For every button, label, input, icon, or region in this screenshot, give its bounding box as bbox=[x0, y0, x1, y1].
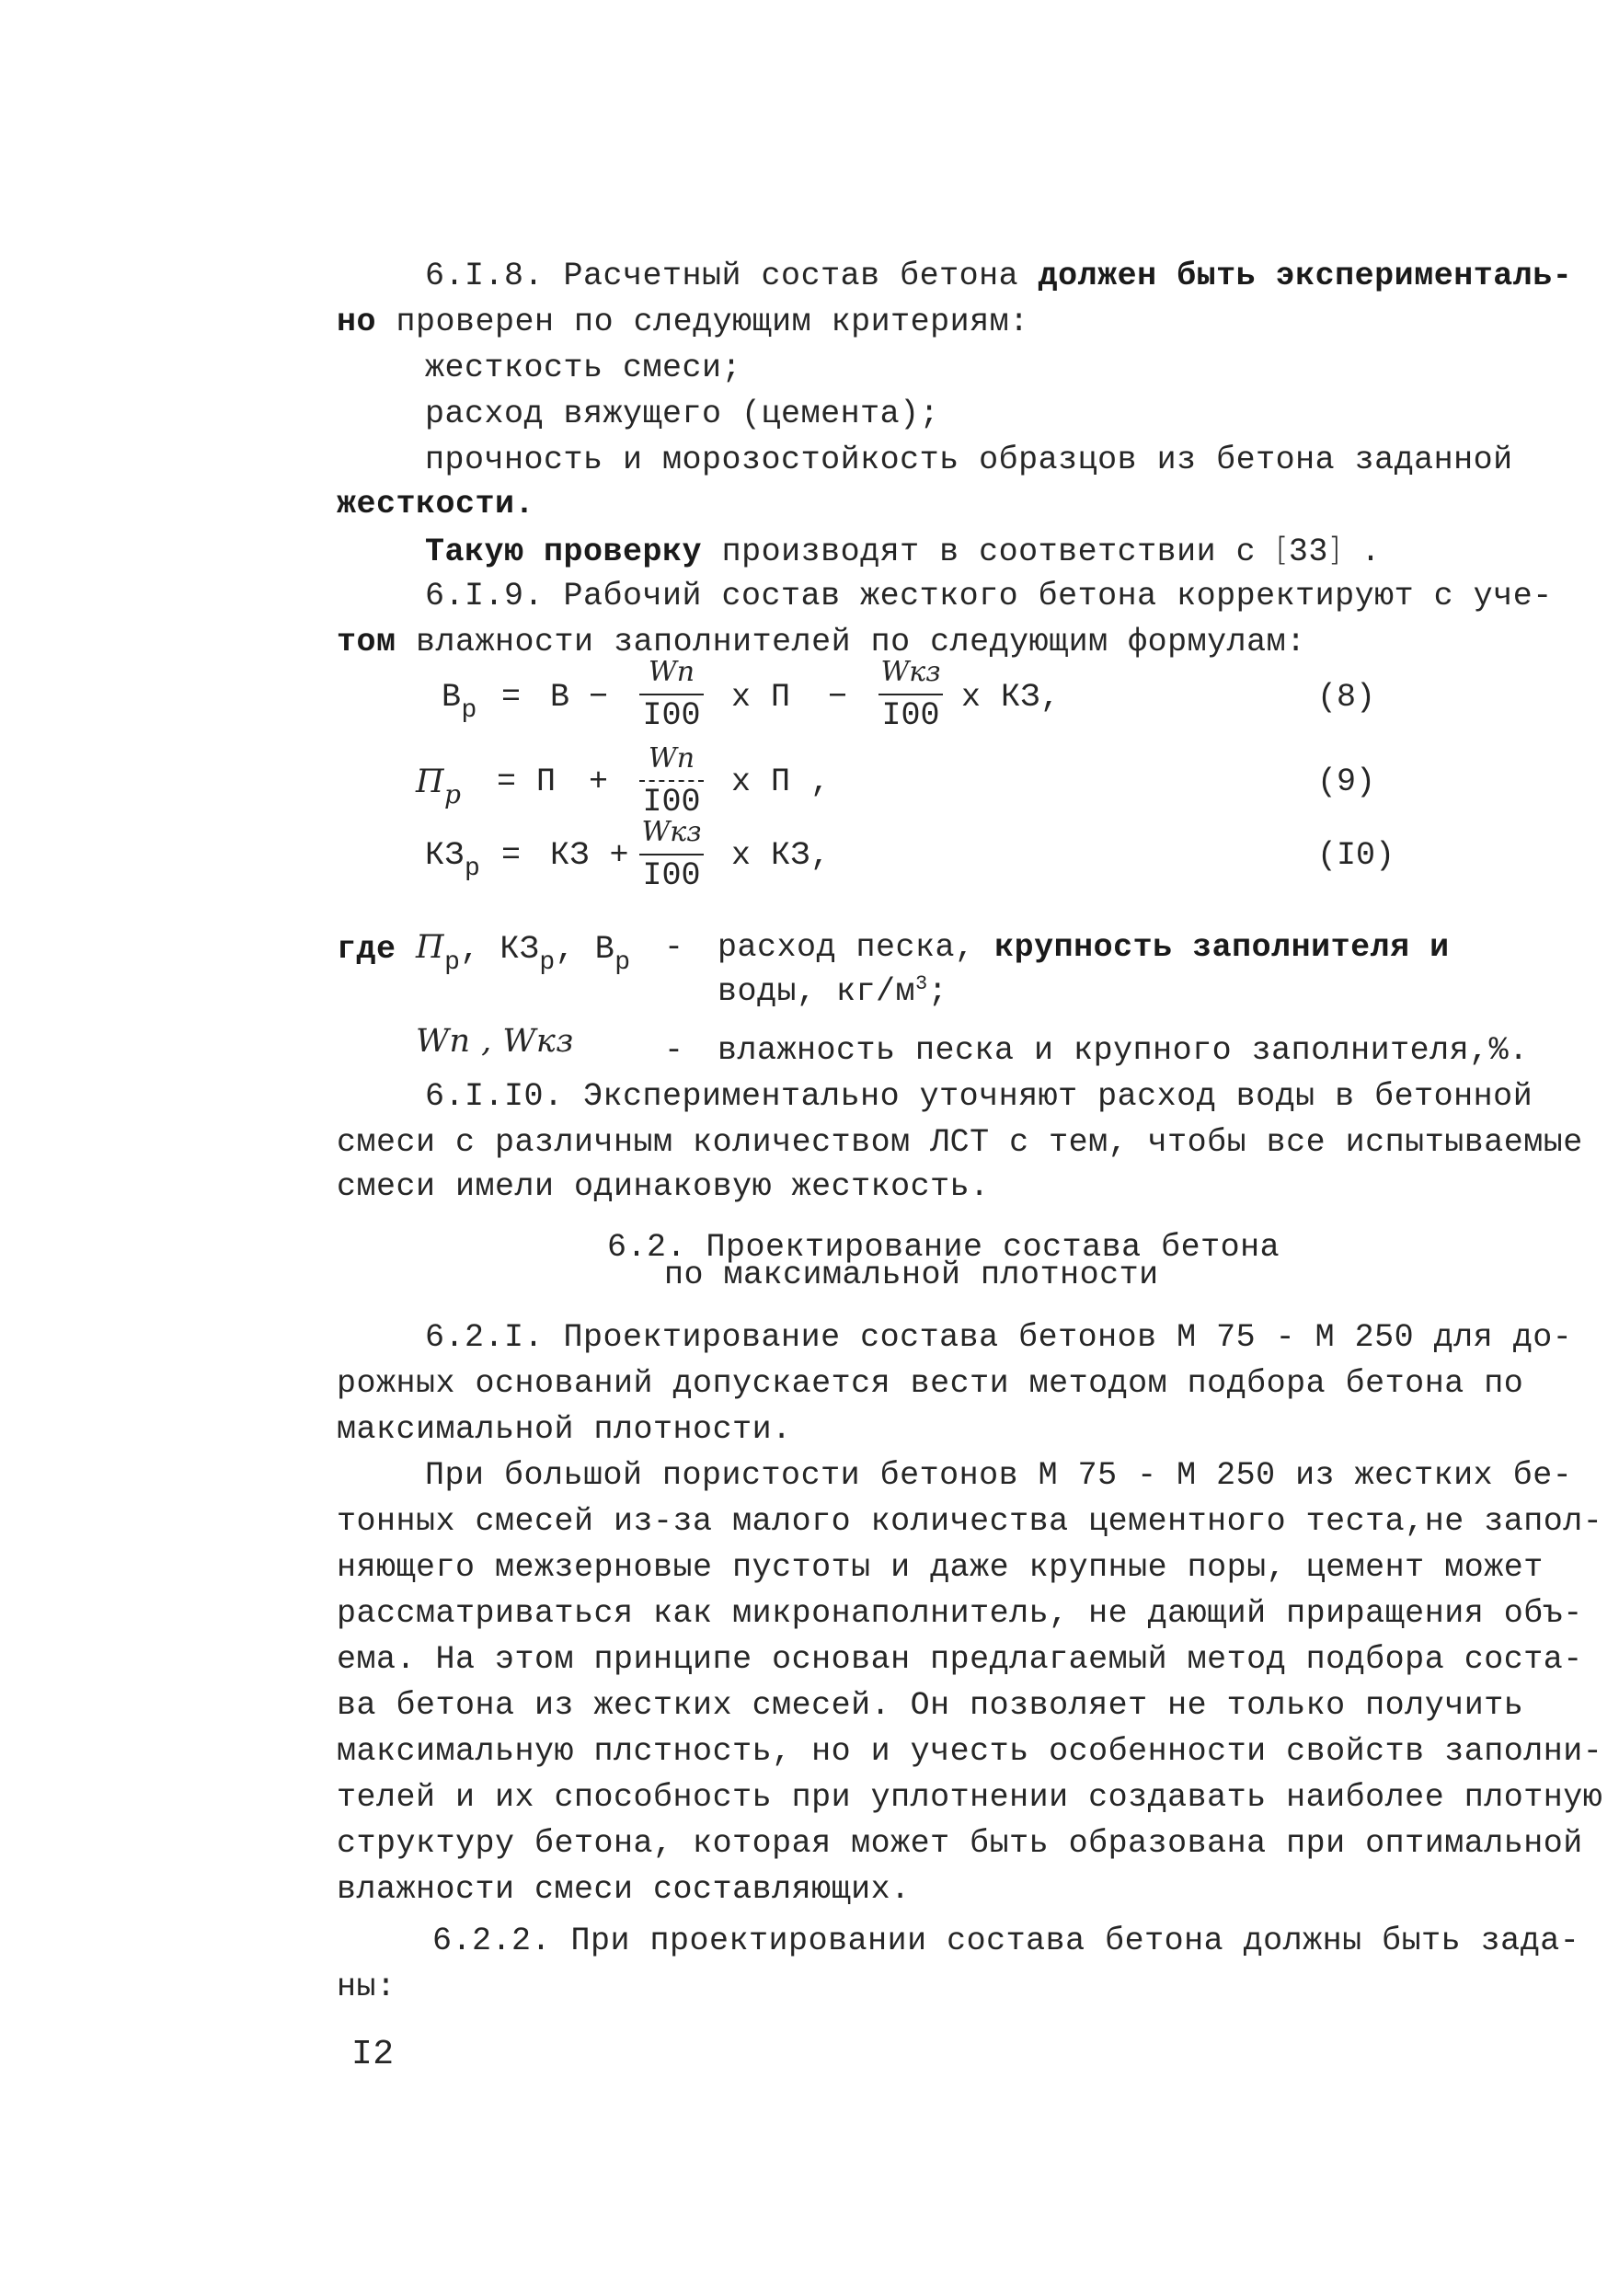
paragraph-porosity-line1: При большой пористости бетонов М 75 - М 250 из жестких бе- bbox=[425, 1457, 1573, 1494]
numerator: Wкз bbox=[641, 816, 702, 848]
criterion-1: жесткость смеси; bbox=[425, 350, 742, 386]
period: . bbox=[1361, 534, 1382, 570]
reference-bracket-open: [ bbox=[1275, 532, 1289, 568]
paragraph-6-2-2-line1: 6.2.2. При проектировании состава бетона должны быть зада- bbox=[432, 1923, 1580, 1959]
paragraph-6-1-9-line2 bbox=[337, 624, 1306, 660]
formula-9-number: (9) bbox=[1317, 763, 1376, 800]
subscript: р bbox=[539, 948, 556, 977]
formula-8-minus-2: − bbox=[828, 679, 848, 716]
text-run: 6.I.8. Расчетный состав бетона bbox=[425, 258, 1019, 294]
paragraph-porosity-line4: рассматриваться как микронаполнитель, не дающий приращения объ- bbox=[337, 1595, 1583, 1632]
symbol: П bbox=[416, 763, 445, 800]
symbol: В bbox=[442, 679, 462, 716]
text-run: проверен по следующим критериям: bbox=[396, 304, 1029, 340]
paragraph-6-1-8-line1 bbox=[425, 258, 1572, 294]
formula-9-mul: х П , bbox=[731, 763, 831, 800]
paragraph-6-1-10-line2: смеси с различным количеством ЛСТ с тем, чтобы все испытываемые bbox=[337, 1124, 1583, 1161]
reference-number: 33 bbox=[1288, 534, 1328, 570]
formula-8-number: (8) bbox=[1317, 679, 1376, 716]
text-run: воды, кг/м bbox=[718, 973, 916, 1010]
numerator: Wп bbox=[648, 742, 695, 775]
subscript: р bbox=[444, 779, 462, 809]
formula-8-mul-1: х П bbox=[731, 679, 791, 716]
formula-8-term: В bbox=[550, 679, 570, 716]
formula-9-lhs bbox=[416, 763, 462, 809]
paragraph-6-2-1-line1: 6.2.I. Проектирование состава бетонов М 75 - М 250 для до- bbox=[425, 1319, 1573, 1356]
formula-8-lhs bbox=[442, 679, 477, 725]
criterion-2: расход вяжущего (цемента); bbox=[425, 396, 940, 432]
bold-text-run: крупность заполнителя и bbox=[994, 929, 1450, 966]
text-run: ; bbox=[927, 973, 948, 1010]
legend-definition-1-line1 bbox=[718, 929, 1450, 966]
formula-9-plus: + bbox=[589, 763, 609, 800]
legend-dash-1: - bbox=[664, 929, 684, 966]
paragraph-porosity-line2: тонных смесей из-за малого количества цементного теста,не запол- bbox=[337, 1503, 1603, 1540]
paragraph-porosity-line8: телей и их способность при уплотнении создавать наиболее плотную bbox=[337, 1779, 1603, 1816]
paragraph-6-2-1-line2: рожных оснований допускается вести методом подбора бетона по bbox=[337, 1365, 1524, 1402]
fraction-bar bbox=[639, 694, 704, 695]
paragraph-6-2-2-line2: ны: bbox=[337, 1969, 396, 2005]
fraction-bar bbox=[878, 694, 943, 695]
paragraph-porosity-line5: ема. На этом принципе основан предлагаемый метод подбора соста- bbox=[337, 1641, 1583, 1678]
paragraph-6-1-9-line1: 6.I.9. Рабочий состав жесткого бетона корректируют с уче- bbox=[425, 578, 1553, 614]
bold-text-run: том bbox=[337, 624, 396, 660]
formula-10-mul: х КЗ, bbox=[731, 837, 831, 874]
text-run: расход песка, bbox=[718, 929, 975, 966]
legend-definition-2: влажность песка и крупного заполнителя,%. bbox=[718, 1032, 1529, 1069]
formula-10-number: (I0) bbox=[1317, 837, 1395, 874]
section-heading-line1: 6.2. Проектирование состава бетона bbox=[607, 1229, 1280, 1266]
subscript: р bbox=[444, 948, 461, 977]
page-number: I2 bbox=[351, 2035, 395, 2074]
section-heading-line2: по максимальной плотности bbox=[664, 1257, 1159, 1293]
formula-10-lhs bbox=[425, 837, 481, 883]
symbol: П bbox=[416, 929, 445, 966]
paragraph-porosity-line6: ва бетона из жестких смесей. Он позволяет не только получить bbox=[337, 1687, 1524, 1724]
subscript: р bbox=[461, 696, 477, 725]
numerator: Wп bbox=[648, 656, 695, 688]
denominator: I00 bbox=[642, 857, 701, 894]
formula-10-term: КЗ + bbox=[550, 837, 630, 874]
text-run: производят в соответствии с bbox=[721, 534, 1257, 570]
formula-8-mul-2: х КЗ, bbox=[961, 679, 1061, 716]
paragraph-porosity-line3: няющего межзерновые пустоты и даже крупные поры, цемент может bbox=[337, 1549, 1544, 1586]
check-sentence bbox=[425, 532, 1381, 570]
criterion-3-continuation: жесткости. bbox=[337, 486, 535, 522]
bold-text-run: Такую проверку bbox=[425, 534, 703, 570]
paragraph-porosity-line9: структуру бетона, которая может быть образована при оптимальной bbox=[337, 1825, 1583, 1862]
legend-symbols-1 bbox=[337, 929, 631, 977]
subscript: р bbox=[465, 855, 481, 883]
criterion-3: прочность и морозостойкость образцов из бетона заданной bbox=[425, 442, 1513, 478]
fraction-bar bbox=[639, 780, 704, 782]
formula-8-minus-1: − bbox=[589, 679, 609, 716]
paragraph-6-1-10-line3: смеси имели одинаковую жесткость. bbox=[337, 1168, 990, 1205]
paragraph-porosity-line10: влажности смеси составляющих. bbox=[337, 1871, 911, 1908]
denominator: I00 bbox=[881, 697, 940, 734]
fraction-bar bbox=[639, 854, 704, 855]
formula-8-equals: = bbox=[501, 679, 522, 716]
bold-text-run: должен быть эксперименталь- bbox=[1038, 258, 1573, 294]
paragraph-6-2-1-line3: максимальной плотности. bbox=[337, 1411, 792, 1448]
symbol: , КЗ bbox=[460, 931, 540, 968]
subscript: р bbox=[614, 948, 631, 977]
numerator: Wкз bbox=[880, 656, 941, 688]
superscript: 3 bbox=[915, 972, 928, 995]
paragraph-6-1-8-line2 bbox=[337, 304, 1029, 340]
legend-definition-1-line2 bbox=[718, 973, 947, 1014]
where-word: где bbox=[337, 931, 396, 968]
text-run: влажности заполнителей по следующим формулам: bbox=[416, 624, 1306, 660]
symbol: КЗ bbox=[425, 837, 465, 874]
paragraph-porosity-line7: максимальную плстность, но и учесть особенности свойств заполни- bbox=[337, 1733, 1603, 1770]
denominator: I00 bbox=[642, 697, 701, 734]
reference-bracket-close: ] bbox=[1327, 532, 1342, 568]
paragraph-6-1-10-line1: 6.I.I0. Экспериментально уточняют расход воды в бетонной bbox=[425, 1078, 1533, 1115]
legend-dash-2: - bbox=[664, 1032, 684, 1069]
denominator: I00 bbox=[642, 784, 701, 821]
formula-9-equals: = П bbox=[497, 763, 557, 800]
legend-symbols-2: Wп , Wкз bbox=[416, 1023, 574, 1060]
bold-text-run: но bbox=[337, 304, 377, 340]
formula-10-equals: = bbox=[501, 837, 522, 874]
symbol: , В bbox=[555, 931, 615, 968]
